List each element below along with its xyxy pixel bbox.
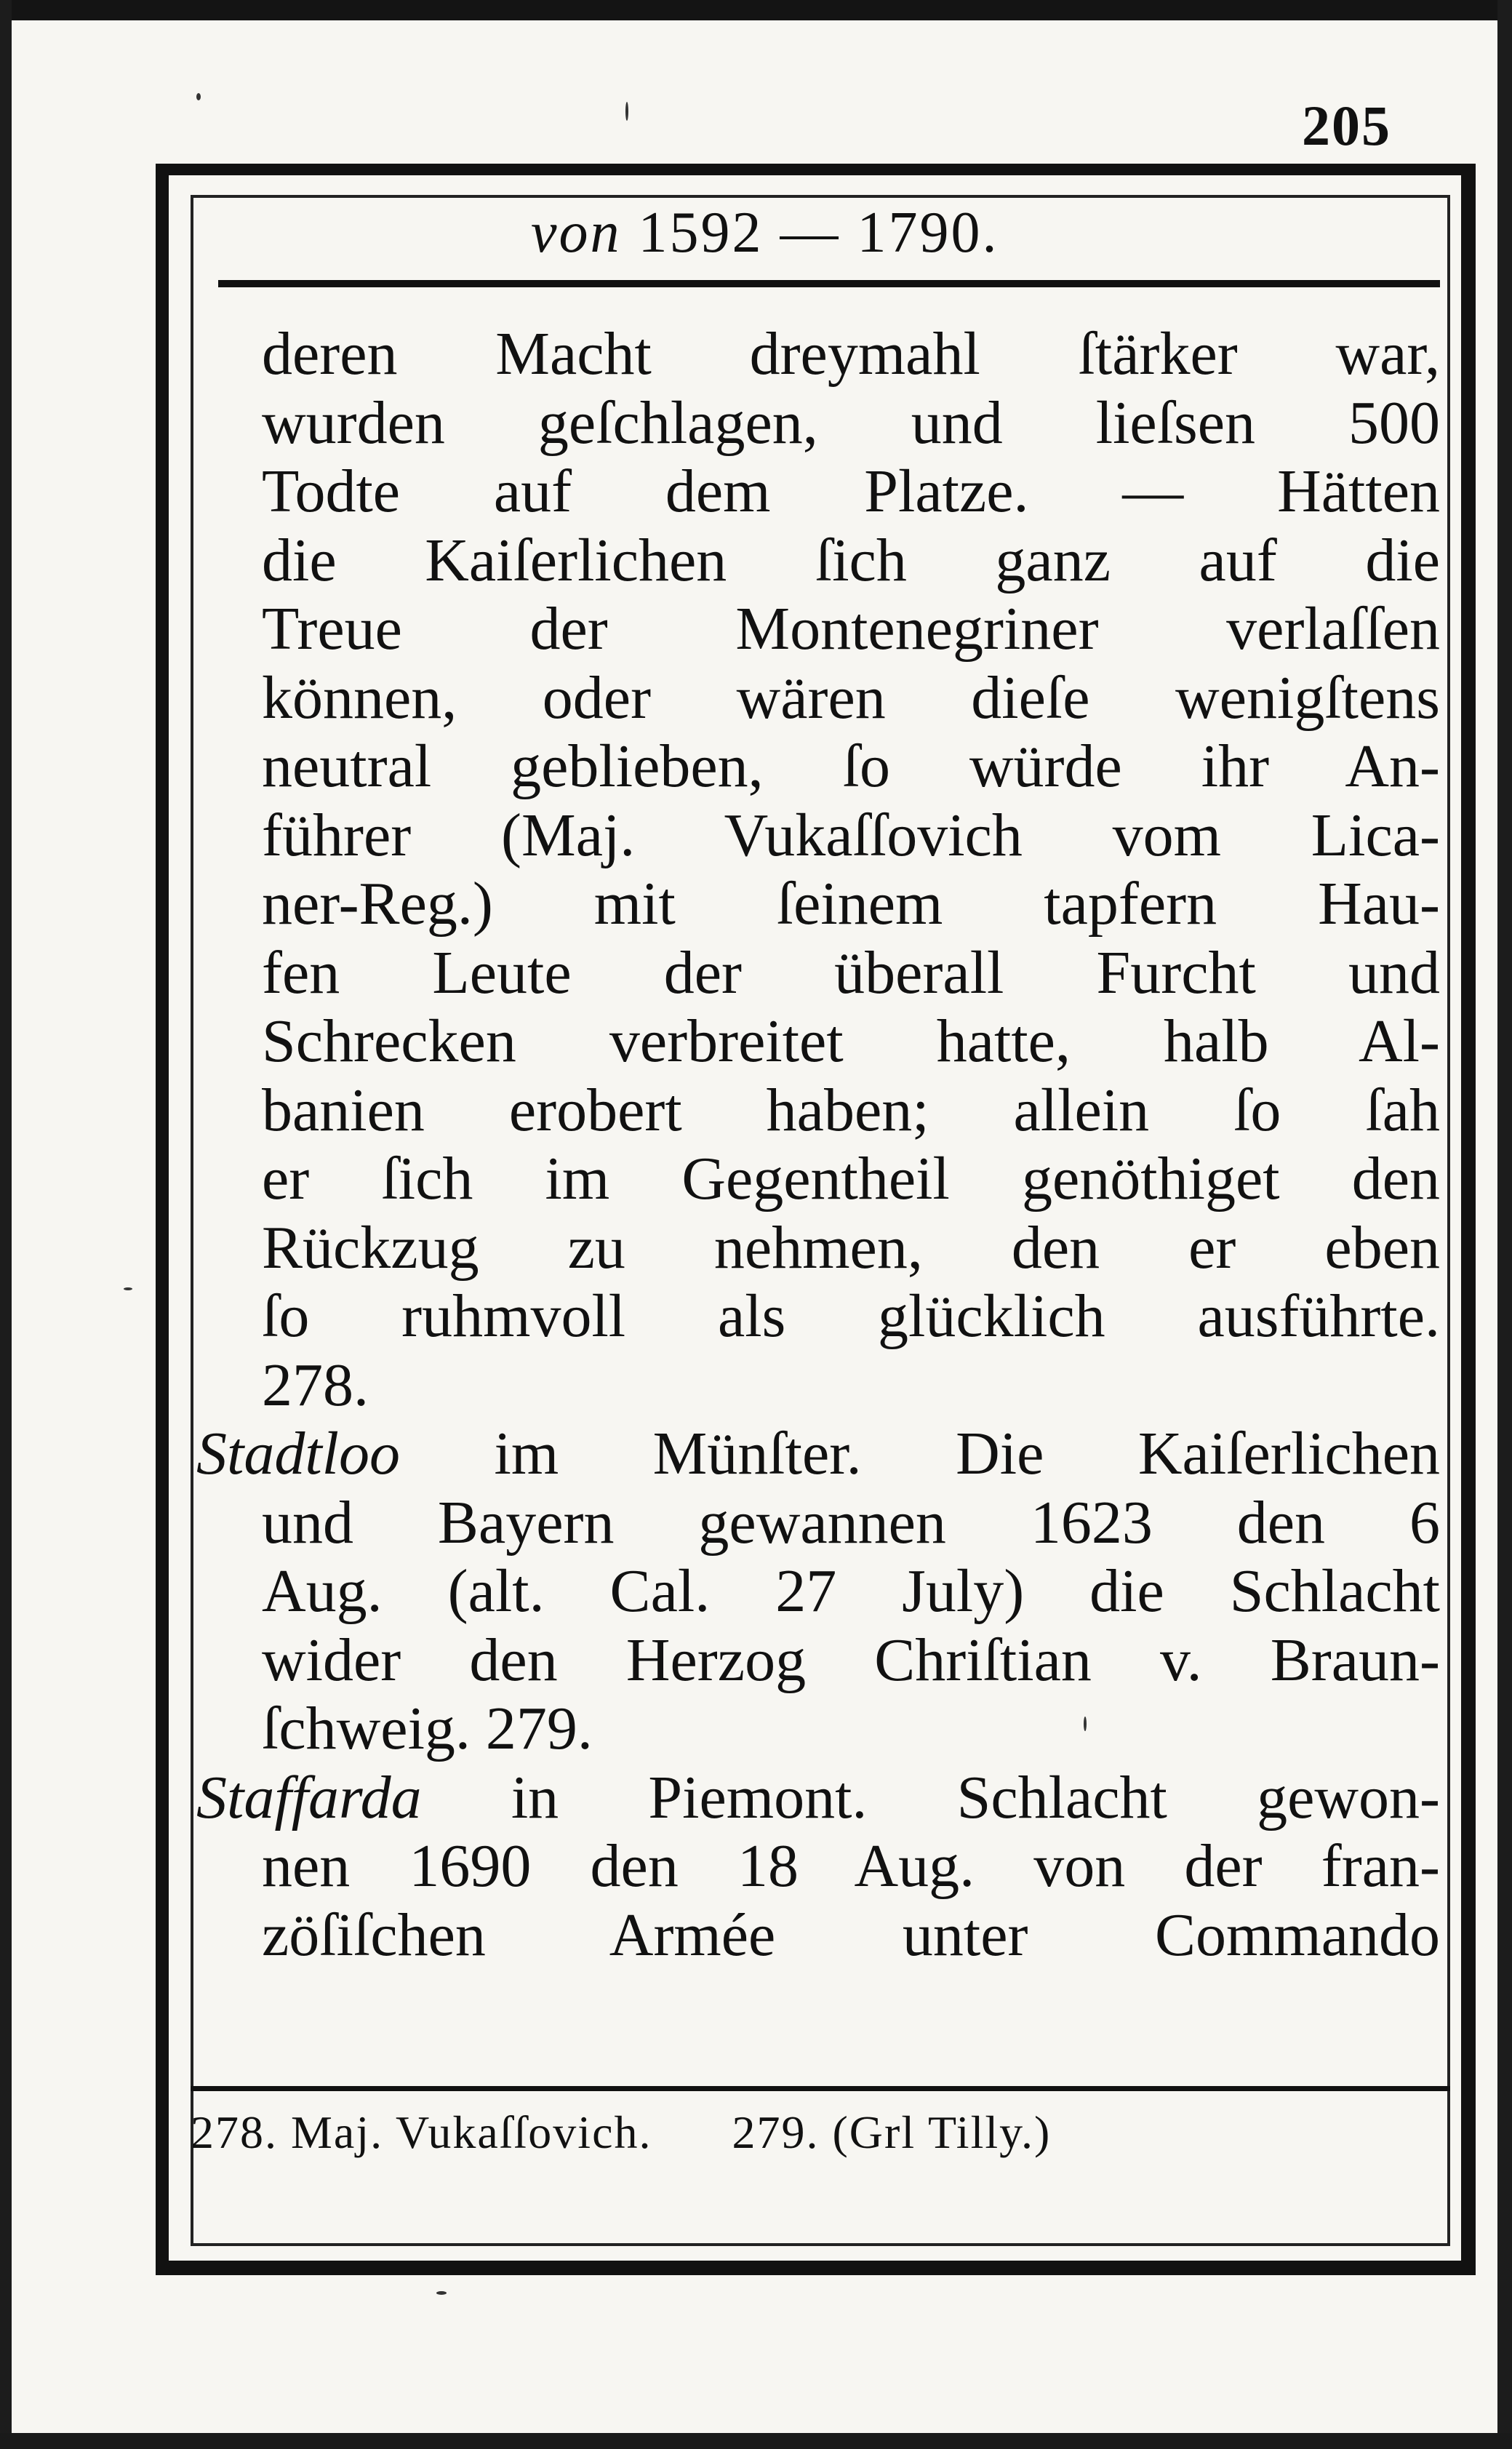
running-head [531, 200, 1185, 266]
scan-edge-left [0, 0, 12, 2449]
paper-speck [625, 102, 628, 121]
body-line: Todte auf dem Platze. — Hätten [262, 458, 1440, 525]
paper-speck [196, 93, 201, 100]
body-line: ner-Reg.) mit ſeinem tapfern Hau- [262, 870, 1440, 938]
body-line: und Bayern gewannen 1623 den 6 [262, 1488, 1440, 1557]
footnote-rule [191, 2086, 1450, 2091]
body-line: die Kaiſerlichen ſich ganz auf die [262, 526, 1440, 594]
body-line: nen 1690 den 18 Aug. von der fran- [262, 1832, 1440, 1900]
body-text [196, 320, 1441, 1970]
header-rule [218, 280, 1440, 287]
running-head-years: 1592 — 1790. [638, 201, 999, 265]
body-line: Schrecken verbreitet hatte, halb Al- [262, 1007, 1440, 1075]
scan-edge-right [1497, 0, 1512, 2449]
body-line: ſchweig. 279. [262, 1695, 593, 1762]
body-line: neutral geblieben, ſo würde ihr An- [262, 732, 1440, 800]
entry-stadtloo-first-line [196, 1420, 1440, 1489]
body-line: fen Leute der überall Furcht und [262, 938, 1440, 1007]
body-line: wider den Herzog Chriſtian v. Braun- [262, 1626, 1440, 1694]
body-line: führer (Maj. Vukaſſovich vom Lica- [262, 801, 1440, 869]
body-line: können, oder wären dieſe wenigſtens [262, 663, 1440, 732]
body-line: Rückzug zu nehmen, den er eben [262, 1213, 1440, 1282]
body-line: er ſich im Gegentheil genöthiget den [262, 1145, 1440, 1212]
body-line: Aug. (alt. Cal. 27 July) die Schlacht [262, 1557, 1440, 1625]
entry-staffarda-first-line-text: in Piemont. Schlacht gewon- [511, 1763, 1441, 1831]
entry-staffarda-first-line [196, 1764, 1440, 1833]
body-line: ſo ruhmvoll als glücklich ausführte. [262, 1282, 1440, 1350]
section-number: 278. [262, 1351, 369, 1419]
scan-edge-bottom [0, 2433, 1512, 2449]
footnotes [191, 2106, 1427, 2160]
paper-speck [436, 2291, 447, 2295]
paper-speck [1084, 1717, 1087, 1731]
body-line: deren Macht dreymahl ſtärker war, [262, 320, 1440, 388]
page-number: 205 [1302, 94, 1391, 157]
footnote-278: 278. Maj. Vukaſſovich. [191, 2106, 652, 2158]
paper-speck [124, 1287, 132, 1290]
footnote-279: 279. (Grl Tilly.) [732, 2106, 1052, 2158]
body-line: banien erobert haben; allein ſo ſah [262, 1076, 1440, 1144]
body-line: Treue der Montenegriner verlaſſen [262, 595, 1440, 663]
scan-edge-top [0, 0, 1512, 20]
place-name-staffarda: Staffarda [196, 1763, 422, 1831]
entry-stadtloo-first-line-text: im Münſter. Die Kaiſerlichen [494, 1420, 1440, 1487]
place-name-stadtloo: Stadtloo [196, 1420, 401, 1487]
body-line: zöſiſchen Armée unter Commando [262, 1901, 1440, 1969]
body-line: wurden geſchlagen, und lieſsen 500 [262, 388, 1440, 457]
running-head-von: von [531, 201, 622, 265]
